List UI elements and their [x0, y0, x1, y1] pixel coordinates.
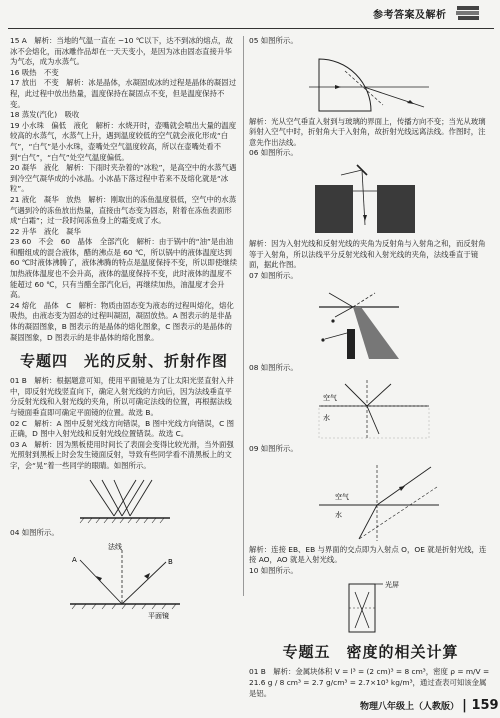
column-divider [243, 36, 244, 596]
page-footer [360, 698, 499, 713]
answer-07: 07 如图所示。 [249, 270, 298, 280]
answer-20: 20 凝华 液化 解析：下雨时夹杂着的“冰粒”，是高空中的水蒸气遇到冷空气凝华成的小冰晶。小冰晶下落过程中若来不及熔化就是“冰粒”。 [10, 163, 237, 194]
fig04-label-b: B [168, 558, 173, 567]
answer-18: 18 蒸发(汽化) 吸收 [10, 110, 80, 120]
answer-09: 09 如图所示。 [249, 443, 298, 453]
header-rule [8, 28, 494, 29]
figure-10-light-screen [249, 578, 492, 634]
figure-03-blackboard-reflection [10, 474, 238, 526]
answer-21: 21 液化 凝华 放热 解析：刚取出的冻鱼温度很低，空气中的水蒸气遇到冷的冻鱼放出热量，直接由气态变为固态，附着在冻鱼表面形成“白霜”；过一段时间冻鱼身上的霜变成了水。 [10, 194, 237, 226]
book-stack-icon [455, 4, 481, 22]
s4-answer-02: 02 C 解析：A 图中反射光线方向错误，B 图中光线方向错误，C 图正确，D 图中入射光线和反射光线位置错误。故选 C。 [10, 418, 235, 439]
answer-15: 15 A 解析：当地的气温一直在 −10 ℃以下，达不到冰的熔点，故冰不会熔化，而冰雕作品却在一天天变小，是因为冰由固态直接升华为气态，成为水蒸气。 [10, 36, 233, 67]
s4-answer-01: 01 B 解析：根据题意可知，使用平面镜是为了让太阳光竖直射入井中，即反射光线竖直向下，确定入射光线的方向后，因为法线垂直平分反射光线和入射光线的夹角，所以可确定法线的位置，再根据法线与镜面垂直即可确定平面镜的位置。故选 B。 [10, 376, 234, 417]
fig04-mirror-label: 平面镜 [148, 612, 169, 621]
figure-06-mirror-pit [249, 161, 492, 237]
figure-05-glass-refraction [249, 49, 492, 115]
answer-05: 05 如图所示。 [249, 36, 298, 45]
answer-24: 24 熔化 晶体 C 解析：物质由固态变为液态的过程叫熔化，熔化吸热，由液态变为固态的过程叫凝固，凝固放热。A 图表示的是非晶体的凝固图象，B 图表示的是晶体的熔化图象，C 图表示的是晶体的凝固图象，D 图表示的是非晶体的熔化图象。 [10, 300, 234, 342]
answer-08: 08 如图所示。 [249, 363, 298, 373]
page-number-value: 159 [471, 698, 499, 713]
right-column [249, 36, 492, 699]
answer-23: 23 60 不会 60 晶体 全部汽化 解析：由于锅中的“油”是由油和醋组成的混合液体，醋的沸点是 60 ℃，所以锅中的液体温度达到 60 ℃时液体沸腾了，液体沸腾的特点是温度保持不变，所以即使继续加热液体温度也不会升高，液体的温度保持不变，此时液体的温度不能超过 60 ℃，只有当醋全部汽化后，再继续加热，油温度才会升高。 [10, 237, 237, 300]
answer-22: 22 升华 液化 凝华 [10, 226, 81, 236]
answer-19: 19 小水珠 偏低 液化 解析：水烧开时，壶嘴就会喷出大量的温度较高的水蒸气，水蒸气上升，遇到温度较低的空气就会液化形成“白气”，“白气”是小水珠，壶嘴处空气温度较高，所以在壶嘴处看不到“白气”，“白气”处空气温度偏低。 [10, 120, 237, 162]
fig04-normal-label: 法线 [108, 543, 122, 552]
figure-04-plane-mirror [10, 540, 238, 620]
page-number: | 159 [462, 698, 499, 713]
section-title-5: 专题五 密度的相关计算 [282, 643, 459, 662]
fig09-water-label: 水 [335, 510, 342, 519]
figure-08-air-water [249, 376, 492, 442]
s4-answer-03: 03 A 解析：因为黑板使用时间长了表面会变得比较光滑，当外面强光照射到黑板上时会发生镜面反射，导致有些同学看不清黑板上的文字，会“晃”着一些同学的眼睛。如图所示。 [10, 439, 234, 470]
answer-06-note: 解析：因为入射光线和反射光线的夹角为反射角与入射角之和，而反射角等于入射角，所以法线平分反射光线和入射光线的夹角，法线垂直于镜面，据此作图。 [249, 238, 486, 270]
left-column [10, 36, 238, 622]
s5-answer-01: 01 B 解析：金属块体积 V = l³ = (2 cm)³ = 8 cm³，密度 ρ = m/V = 21.6 g / 8 cm³ = 2.7 g/cm³ = 2.7×10³ kg/m³，通过查表可知该金属是铝。 [249, 667, 490, 698]
answer-05-note: 解析：光从空气垂直入射到与玻璃的界面上，传播方向不变；当光从玻璃斜射入空气中时，折射角大于入射角，故折射光线远离法线。作图时，注意先作出法线。 [249, 116, 486, 147]
footer-book-title: 物理八年级上（人教版） [360, 702, 460, 712]
answer-17: 17 放出 不变 解析：冰是晶体，水凝固成冰的过程是晶体的凝固过程，此过程中放出热量，温度保持在凝固点不变，但是温度保持不变。 [10, 78, 237, 109]
fig09-air-label: 空气 [335, 492, 349, 501]
fig04-label-a: A [72, 556, 77, 565]
figure-09-refraction [249, 457, 492, 543]
answer-10: 10 如图所示。 [249, 565, 298, 575]
figure-07-periscope [249, 283, 492, 361]
answer-09-note: 解析：连接 EB、EB 与界面的交点即为入射点 O，OE 就是折射光线，连接 AO，AO 就是入射光线。 [249, 544, 487, 565]
answer-06: 06 如图所示。 [249, 148, 298, 158]
fig08-water-label: 水 [323, 413, 330, 422]
section-title-4: 专题四 光的反射、折射作图 [19, 352, 228, 371]
fig08-air-label: 空气 [323, 393, 337, 402]
page-header [0, 0, 500, 32]
answer-16: 16 吸热 不变 [10, 67, 59, 77]
fig10-screen-label: 光屏 [385, 581, 399, 590]
header-title: 参考答案及解析 [373, 10, 447, 21]
s4-answer-04: 04 如图所示。 [10, 527, 59, 537]
